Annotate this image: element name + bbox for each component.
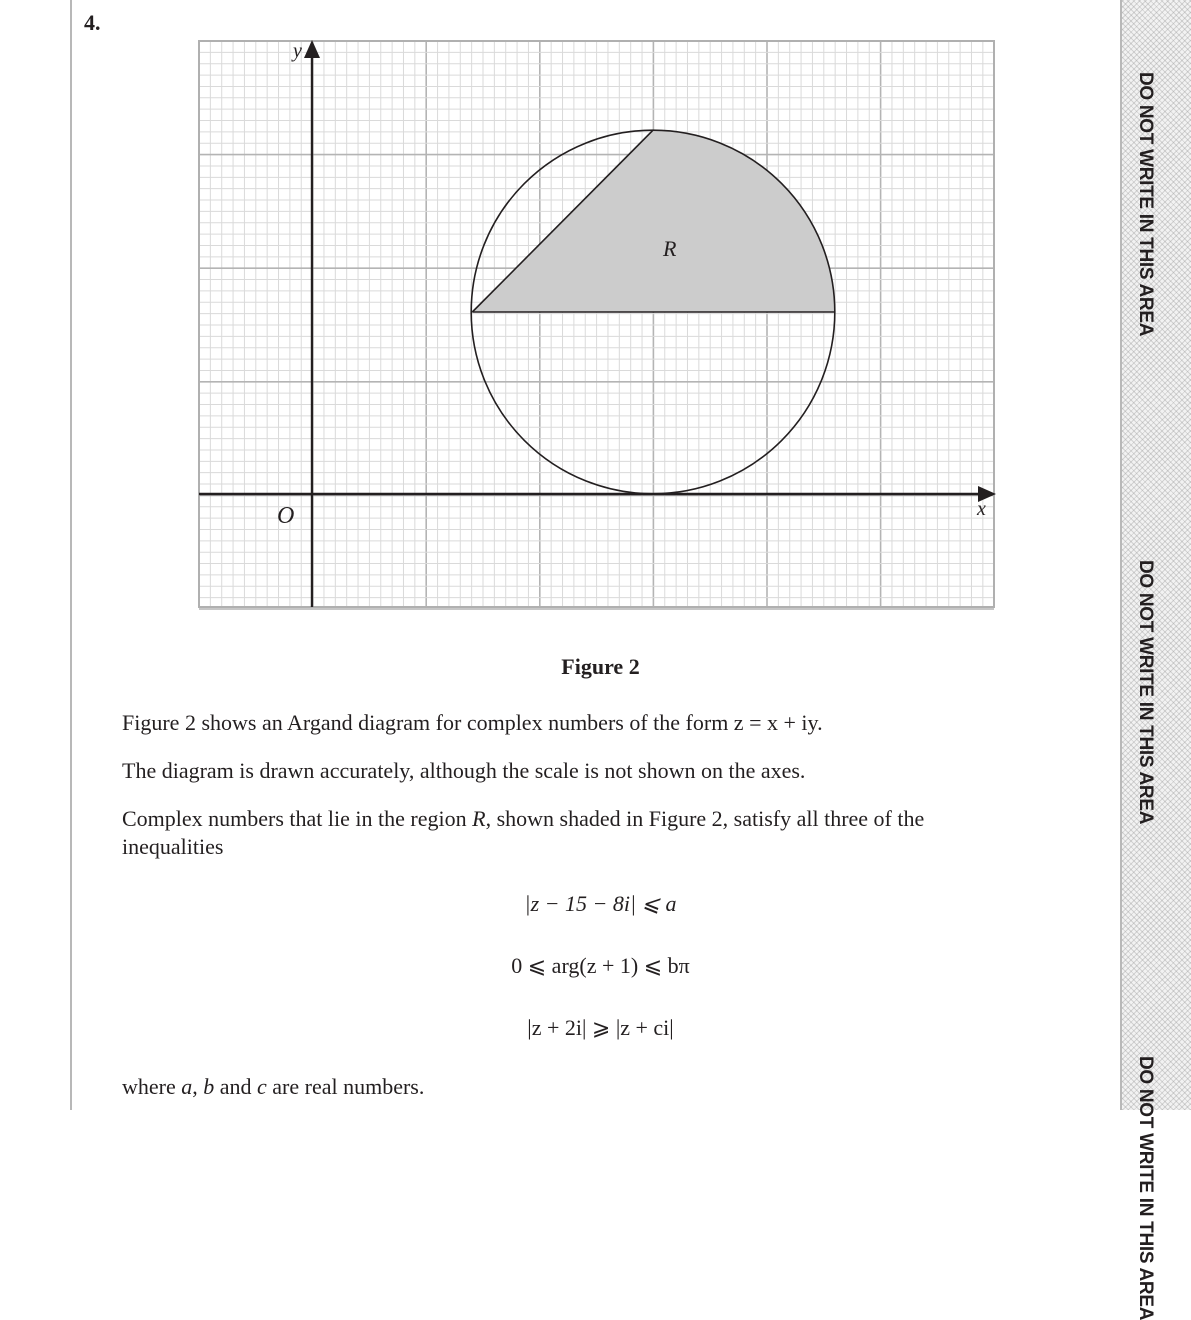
paragraph-scale: The diagram is drawn accurately, although the scale is not shown on the axes. bbox=[122, 758, 806, 783]
y-axis-label: y bbox=[293, 40, 302, 62]
inequality-2: 0 ⩽ arg(z + 1) ⩽ bπ bbox=[511, 953, 690, 978]
margin-warning-3: DO NOT WRITE IN THIS AREA bbox=[1135, 1056, 1156, 1320]
imaginary-axis-arrowhead bbox=[304, 40, 320, 58]
inequality-3: |z + 2i| ⩾ |z + ci| bbox=[527, 1015, 674, 1040]
paragraph-region: Complex numbers that lie in the region R, shown shaded in Figure 2, satisfy all three of the inequalities bbox=[122, 806, 925, 859]
paragraph-intro: Figure 2 shows an Argand diagram for complex numbers of the form z = x + iy. bbox=[122, 710, 823, 735]
shaded-region-r bbox=[472, 130, 835, 312]
margin-warning-2: DO NOT WRITE IN THIS AREA bbox=[1135, 560, 1156, 825]
question-number: 4. bbox=[84, 10, 101, 35]
region-label: R bbox=[663, 236, 677, 261]
graph-grid bbox=[199, 41, 994, 609]
margin-warning-1: DO NOT WRITE IN THIS AREA bbox=[1135, 72, 1156, 337]
figure-caption: Figure 2 bbox=[561, 654, 640, 679]
inequality-1: |z − 15 − 8i| ⩽ a bbox=[524, 891, 677, 916]
paragraph-where: where a, b and c are real numbers. bbox=[122, 1074, 425, 1099]
argand-diagram bbox=[0, 0, 1191, 640]
x-axis-label: x bbox=[977, 498, 986, 520]
origin-label: O bbox=[277, 503, 295, 529]
